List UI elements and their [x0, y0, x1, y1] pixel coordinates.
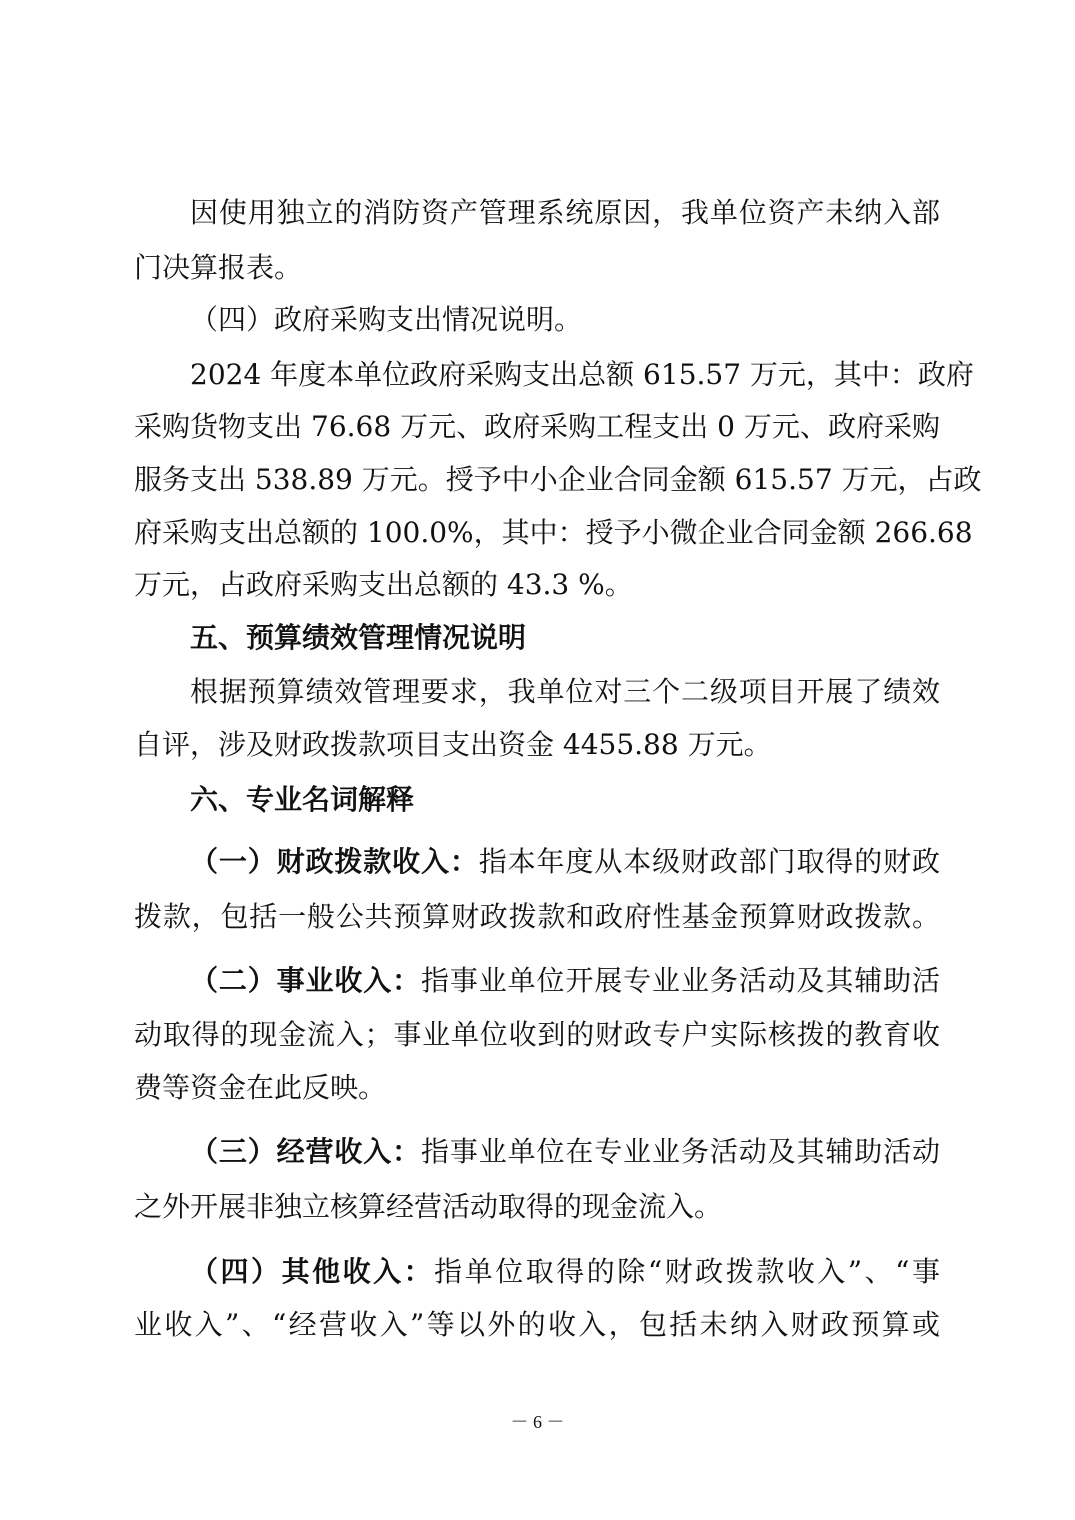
page-number: － 6 － [510, 1412, 565, 1432]
term-definition: 指事业单位在专业业务活动及其辅助活动 [421, 1135, 940, 1168]
paragraph-line: 采购货物支出 76.68 万元、政府采购工程支出 0 万元、政府采购 [134, 410, 940, 443]
paragraph-line: 万元，占政府采购支出总额的 43.3 %。 [134, 568, 633, 601]
paragraph-line: 之外开展非独立核算经营活动取得的现金流入。 [134, 1190, 723, 1223]
term-label: （一）财政拨款收入： [190, 845, 479, 878]
paragraph-line: 动取得的现金流入；事业单位收到的财政专户实际核拨的教育收 [134, 1018, 940, 1051]
paragraph-line: 根据预算绩效管理要求，我单位对三个二级项目开展了绩效 [190, 675, 940, 708]
paragraph-line: 2024 年度本单位政府采购支出总额 615.57 万元，其中：政府 [190, 358, 974, 391]
paragraph-line: 业收入”、“经营收入”等以外的收入，包括未纳入财政预算或 [134, 1308, 940, 1341]
term-label: （四）其他收入： [190, 1255, 435, 1288]
paragraph-line: 服务支出 538.89 万元。授予中小企业合同金额 615.57 万元，占政 [134, 463, 982, 496]
paragraph-line: 自评，涉及财政拨款项目支出资金 4455.88 万元。 [134, 728, 772, 761]
glossary-term-line [190, 1132, 940, 1172]
term-label: （三）经营收入： [190, 1135, 422, 1168]
term-label: （二）事业收入： [190, 964, 422, 997]
glossary-term-line [190, 842, 940, 882]
section-heading-glossary: 六、专业名词解释 [190, 783, 415, 816]
paragraph-line: 拨款，包括一般公共预算财政拨款和政府性基金预算财政拨款。 [134, 900, 940, 933]
term-definition: 指单位取得的除“财政拨款收入”、“事 [434, 1255, 940, 1288]
glossary-term-line [190, 1252, 940, 1292]
paragraph-line: 因使用独立的消防资产管理系统原因，我单位资产未纳入部 [190, 196, 940, 229]
paragraph-line: 费等资金在此反映。 [134, 1071, 387, 1104]
subheading-procurement: （四）政府采购支出情况说明。 [190, 303, 583, 336]
paragraph-line: 府采购支出总额的 100.0%，其中：授予小微企业合同金额 266.68 [134, 516, 973, 549]
section-heading-performance: 五、预算绩效管理情况说明 [190, 621, 527, 654]
term-definition: 指事业单位开展专业业务活动及其辅助活 [421, 964, 940, 997]
term-definition: 指本年度从本级财政部门取得的财政 [478, 845, 940, 878]
glossary-term-line [190, 961, 940, 1001]
paragraph-line: 门决算报表。 [134, 251, 303, 284]
